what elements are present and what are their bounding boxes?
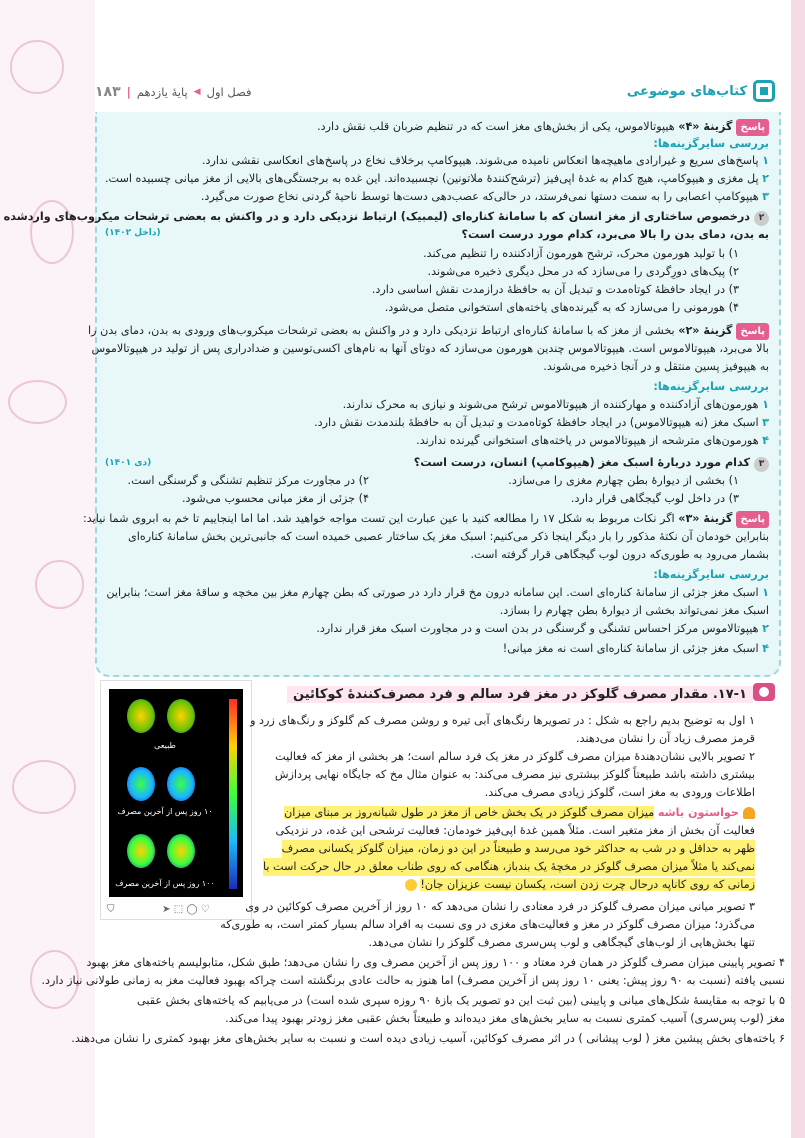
para: ۱ اول به توضیح بدیم راجع به شکل : در تصویرها رنگ‌های آبی تیره و روشن مصرف کم گلوکز و رنگ‌های زرد و [250,714,755,727]
para: تنها بخش‌هایی از لوب‌های گیجگاهی و لوب پس‌سری مصرف گلوکز را نشان می‌دهد. [368,936,755,949]
item-number: ۱ [762,154,769,167]
note-line [284,804,755,822]
section-title-text: مقدار مصرف گلوکز در مغز فرد سالم و فرد مصرف‌کنندهٔ کوکائین [293,687,709,702]
brand-title: کتاب‌های موضوعی [626,83,747,99]
answer-line: بنابراین خودمان آن نکتهٔ مذکور را بار دیگر اینجا ذکر می‌کنیم: اسبک مغز یک ساختار عصبی خمیده است که جانبی‌ترین بخش سامانهٔ کناره‌ای [127,530,769,543]
item-number: ۳ [762,416,769,429]
smile-icon [405,879,417,891]
question-2-cont: به بدن، دمای بدن را بالا می‌برد، کدام مورد درست است؟ [461,228,769,241]
answer-head: گزینهٔ «۴» [678,120,733,133]
answer-tag: پاسخ [736,323,769,340]
para: ۵ با توجه به مقایسهٔ شکل‌های میانی و پایینی (بین ثبت این دو تصویر یک بازهٔ ۹۰ روزه سپری شده است) در می‌یابیم که یاخته‌های بخش عقبی [137,994,785,1007]
review-item [105,170,769,187]
option: ۴) جزئی از مغز میانی محسوب می‌شود. [181,492,369,505]
label-10-days: ۱۰ روز پس از آخرین مصرف [117,807,213,816]
option: ۱) بخشی از دیوارهٔ بطن چهارم مغزی را می‌سازد. [508,474,739,487]
answer-tag: پاسخ [736,119,769,136]
para: قرمز مصرف زیاد آن را نشان می‌دهند. [576,732,755,745]
chevron-left-icon: ◀ [193,87,201,97]
note-text: میزان مصرف گلوکز در یک بخش خاص از مغز در طول شبانه‌روز بر مبنای میزان [284,806,655,819]
item-text: اسبک مغز جزئی از سامانهٔ کناره‌ای است نه مغز میانی! [502,642,759,655]
option: ۳) در ایجاد حافظهٔ کوتاه‌مدت و تبدیل آن به حافظهٔ درازمدت نقش اساسی دارد. [371,283,739,296]
question-text: کدام مورد دربارهٔ اسبک مغز (هیپوکامپ) انسان، درست است؟ [413,456,750,469]
section-number: ۱۷-۱. [712,687,747,702]
review-item [106,584,769,601]
option: ۲) پیک‌های دورِگردی را می‌سازد که در محل دیگری ذخیره می‌شوند. [427,265,739,278]
doodle-circle [10,40,64,94]
option: ۱) با تولید هورمون محرک، ترشح هورمون آزادکننده را تنظیم می‌کند. [423,247,739,260]
item-number: ۲ [762,622,769,635]
page-header [95,78,775,106]
item-text: پل مغزی و هیپوکامپ، هیچ کدام به غدهٔ اپی‌فیز (ترشح‌کنندهٔ ملاتونین) نچسبیده‌اند. این غده به برجستگی‌های بالایی از مغز میانی چسبیده است. [104,172,759,185]
answer-head: گزینهٔ «۳» [678,512,733,525]
item-text: هیپوکامپ اعصابی را به سمت دستها نمی‌فرستد، در حالی‌که عصب‌دهی دست‌ها توسط ناحیهٔ گردنی نخاع صورت می‌گیرد. [200,190,759,203]
doodle-margin [0,0,95,1138]
answer-tag: پاسخ [736,511,769,528]
item-text: هورمون‌های مترشحه از هیپوتالاموس در یاخته‌های استخوانی گیرنده ندارند. [416,434,759,447]
item-text: هورمون‌های آزادکننده و مهارکننده از هیپوتالاموس ترشح می‌شوند و نیازی به محرک ندارند. [342,398,759,411]
note-title: حواستون باشه [657,806,739,819]
para: اطلاعات ورودی به مغز است، گلوکز زیادی مصرف می‌کند. [484,786,755,799]
note-line: ظهر به حداقل و در شب به حداکثر خود می‌رسد و طبیعتاً در این دو زمان، میزان گلوکز یکسانی مصرف [282,840,755,858]
review-item [316,620,769,637]
separator: | [126,85,131,99]
note-text: زمانی که روی کاناپه درحال چرت زدن است، یکسان نیست عزیزان جان! [420,878,755,891]
brain-figure [100,680,252,920]
camera-icon [753,683,775,701]
answer-line: به هیپوفیز پسین منتقل و در آنجا ذخیره می‌شوند. [543,360,769,373]
answer-text: بخشی از مغز که با سامانهٔ کناره‌ای ارتباط نزدیکی دارد و در واکنش به بعضی ترشحات میکروب‌های ورودی به بدن، دمای بدن را [88,324,675,337]
question-number: ۳ [754,457,769,472]
brain-scan-100days [167,834,195,868]
right-edge-strip [791,0,805,1138]
item-number: ۱ [762,586,769,599]
note-line [405,876,755,894]
note-line: نمی‌کند یا مثلاً میزان مصرف گلوکز در مخچهٔ یک بندباز، هنگامی که روی طناب معلق در حال حرکت است با [263,858,755,876]
answer-text: هیپوتالاموس، یکی از بخش‌های مغز است که در تنظیم ضربان قلب نقش دارد. [317,120,675,133]
item-number: ۴ [762,434,769,447]
answer-head: گزینهٔ «۲» [678,324,733,337]
para: مغز (لوب پس‌سری) آسیب کمتری نسبت به سایر بخش‌های مغز دیده‌اند و طبیعتاً بخش عقبی مغز زودتر بهبود پیدا می‌کند. [225,1012,785,1025]
item-number: ۳ [762,190,769,203]
review-heading: بررسی سایرگزینه‌ها: [653,568,769,581]
review-item [503,640,769,657]
para: ۲ تصویر بالایی نشان‌دهندهٔ میزان مصرف گلوکز در مغز یک فرد سالم است؛ هر بخشی از مغز که فعالیت [275,750,755,763]
exam-tag: (داخل ۱۴۰۲) [105,228,161,238]
item-number: ۱ [762,398,769,411]
review-item [201,188,769,205]
page-number: ۱۸۳ [95,84,121,100]
answer-line: اسبک مغز نمی‌تواند بخشی از دیوارهٔ بطن چهارم را بسازد. [499,604,769,617]
item-text: هیپوتالاموس مرکز احساس تشنگی و گرسنگی در بدن است و در مجاورت اسبک مغز قرار ندارد. [316,622,759,635]
brand-logo-icon [753,80,775,102]
doodle-circle [8,380,67,424]
question-2 [4,208,769,226]
doodle-circle [35,560,84,609]
doodle-circle [12,760,76,814]
answer-line: بشمار می‌رود به طوری‌که درون لوب گیجگاهی قرار گرفته است. [470,548,769,561]
item-text: اسبک مغز (نه هیپوتالاموس) در ایجاد حافظهٔ کوتاه‌مدت و تبدیل آن به حافظهٔ بلندمدت نقش دارد. [314,416,759,429]
chapter-info [95,84,252,100]
item-number: ۲ [762,172,769,185]
grade-label: پایهٔ یازدهم [136,85,188,99]
review-item [416,432,769,449]
brain-scan-100days [127,834,155,868]
para: می‌گذرد؛ میزان مصرف گلوکز در مغز و فعالیت‌های مغزی در وی نسبت به افراد سالم بسیار کمتر است، به طوری‌که [220,918,755,931]
brain-scan-normal [127,699,155,733]
answer-1 [317,118,769,136]
color-scale [229,699,237,889]
answer-text: اگر نکات مربوط به شکل ۱۷ را مطالعه کنید با عین عبارت این تست مواجه خواهید شد. اما اما اینجاییم تا خم به ابروی شما نیاید: [83,512,675,525]
brain-scan-10days [127,767,155,801]
item-text: اسبک مغز جزئی از سامانهٔ کناره‌ای است. این سامانه درون مخ قرار دارد در صورتی که بطن چهارم مغز بین مخچه و ساقهٔ مغز است؛ بنابراین [106,586,759,599]
brain-scan-panel [109,689,243,897]
chapter-label: فصل اول [206,85,252,99]
option: ۴) هورمونی را می‌سازد که به گیرنده‌های یاخته‌های استخوانی متصل می‌شود. [384,301,739,314]
brain-scan-10days [167,767,195,801]
para: ۴ تصویر پایینی میزان مصرف گلوکز در همان فرد معتاد و ۱۰۰ روز پس از آخرین مصرف وی را نشان می‌دهد؛ طبق شکل، متابولیسم یاخته‌های مغز بهبود [86,956,785,969]
review-heading: بررسی سایرگزینه‌ها: [653,380,769,393]
question-3 [414,454,769,472]
review-item [343,396,769,413]
brand [627,80,775,102]
exam-tag: (دی ۱۴۰۱) [105,458,152,468]
review-item [314,414,769,431]
social-icons: ♡ ◯ ⬚ ➤ ⛉ [107,904,210,915]
note-line: فعالیت آن بخش از مغز متغیر است. مثلاً همین غدهٔ اپی‌فیز خودمان: فعالیت ترشحی این غده، در نزدیکی [275,824,755,837]
option: ۳) در داخل لوب گیجگاهی قرار دارد. [570,492,739,505]
answer-3 [83,510,769,528]
para: نسبی یافته (نسبت به ۹۰ روز پیش: یعنی ۱۰ روز پس از آخرین مصرف) اما هنوز به حالت عادی برنگشته است چراکه بهبود فعالیت مغز به زمانی طولانی نیاز دارد. [41,974,785,987]
review-item [202,152,769,169]
question-number: ۲ [754,211,769,226]
option: ۲) در مجاورت مرکز تنظیم تشنگی و گرسنگی است. [127,474,369,487]
review-heading: بررسی سایرگزینه‌ها: [653,137,769,150]
section-title [287,686,753,703]
question-text: درخصوص ساختاری از مغز انسان که با سامانهٔ کناره‌ای (لیمبیک) ارتباط نزدیکی دارد و در واکنش به بعضی ترشحات میکروب‌های وارد‌شده [3,210,750,223]
para: ۳ تصویر میانی میزان مصرف گلوکز در فرد معتادی را نشان می‌دهد که ۱۰ روز از آخرین مصرف کوکائین در وی [245,900,755,913]
para: ۶ یاخته‌های بخش پیشین مغز ( لوب پیشانی ) در اثر مصرف کوکائین، آسیب زیادی دیده است و نسبت به سایر بخش‌های مغز بهبود کمتری را نشان می‌دهند. [71,1032,785,1045]
label-100-days: ۱۰۰ روز پس از آخرین مصرف [115,879,215,888]
answer-box [3,112,781,677]
answer-2 [88,322,769,340]
para: بیشتری داشته باشد طبیعتاً گلوکز بیشتری نیز مصرف می‌کند: به عنوان مثال مخ که جایگاه نهایی پردازش [274,768,755,781]
answer-line: بالا می‌برد، هیپوتالاموس است. هیپوتالاموس چندین هورمون می‌سازد که دوتای آنها به نام‌های اکسی‌توسین و ضدادراری پس از تولید در هیپوتالاموس [91,342,769,355]
label-normal: طبیعی [154,741,176,750]
item-text: پاسخ‌های سریع و غیرارادی ماهیچه‌ها انعکاس نامیده می‌شوند. هیپوکامپ برخلاف نخاع در پاسخ‌های انعکاسی نقشی ندارد. [201,154,759,167]
item-number: ۴ [762,642,769,655]
brain-scan-normal [167,699,195,733]
bell-icon [743,807,755,819]
